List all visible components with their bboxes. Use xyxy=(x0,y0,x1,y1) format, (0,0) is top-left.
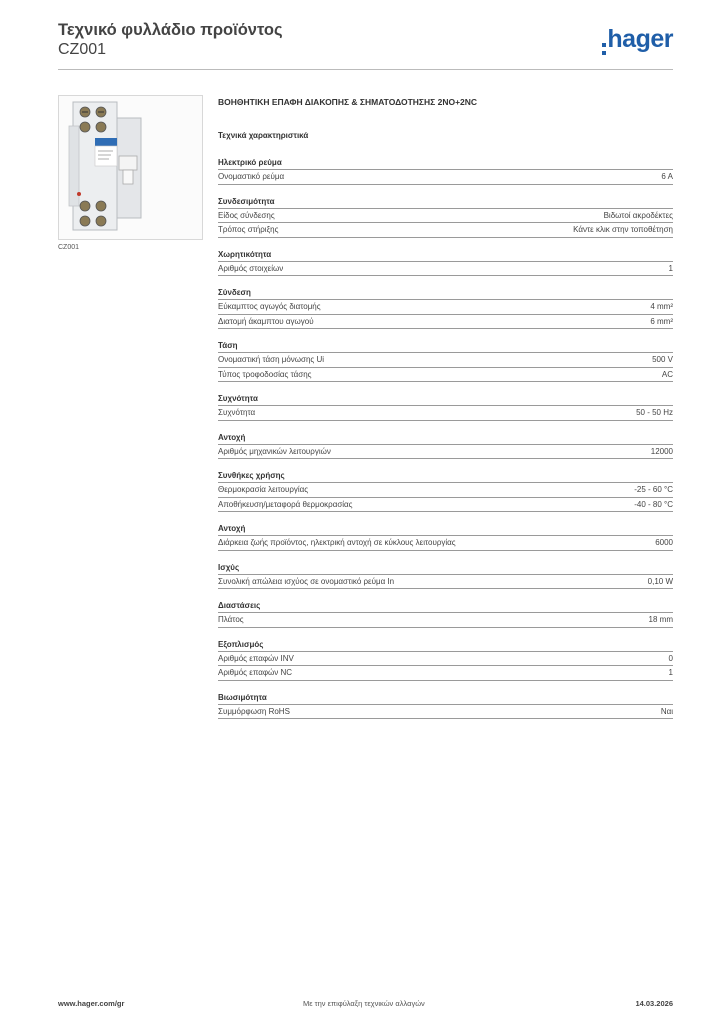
spec-label: Αριθμός μηχανικών λειτουργιών xyxy=(218,446,331,456)
spec-sections xyxy=(218,157,673,719)
section-heading: Αντοχή xyxy=(218,432,246,442)
footer-website: www.hager.com/gr xyxy=(58,999,125,1008)
product-image xyxy=(58,95,203,240)
spec-section xyxy=(218,196,673,238)
spec-label: Αριθμός επαφών INV xyxy=(218,653,294,663)
spec-row xyxy=(218,222,673,238)
page-header xyxy=(58,20,673,70)
spec-value: Κάντε κλικ στην τοποθέτηση xyxy=(573,225,673,234)
product-code: CZ001 xyxy=(58,41,107,58)
footer-notice: Με την επιφύλαξη τεχνικών αλλαγών xyxy=(303,999,425,1008)
spec-value: 1 xyxy=(668,668,673,677)
spec-value: -40 - 80 °C xyxy=(634,499,673,509)
spec-label: Τρόπος στήριξης xyxy=(218,225,279,234)
spec-label: Πλάτος xyxy=(218,615,244,624)
spec-section xyxy=(218,393,673,421)
section-heading: Ηλεκτρικό ρεύμα xyxy=(218,158,282,167)
spec-label: Ονομαστικό ρεύμα xyxy=(218,172,285,181)
spec-section xyxy=(218,287,673,329)
header-divider xyxy=(58,69,673,70)
spec-section xyxy=(218,157,673,185)
spec-row xyxy=(218,299,673,314)
section-heading: Συνδεσιμότητα xyxy=(218,196,275,206)
section-heading: Σύνδεση xyxy=(218,288,251,297)
spec-label: Αριθμός στοιχείων xyxy=(218,263,284,273)
spec-content xyxy=(218,96,673,730)
section-heading: Συνθήκες χρήσης xyxy=(218,471,285,480)
spec-label: Συχνότητα xyxy=(218,408,256,417)
spec-row xyxy=(218,574,673,590)
spec-row xyxy=(218,704,673,720)
spec-row xyxy=(218,535,673,551)
spec-label: Είδος σύνδεσης xyxy=(218,210,275,220)
section-heading: Συχνότητα xyxy=(218,394,258,403)
spec-value: 0,10 W xyxy=(647,576,673,586)
spec-section xyxy=(218,692,673,720)
spec-value: 12000 xyxy=(650,446,673,456)
product-photo-icon xyxy=(59,96,202,239)
spec-row xyxy=(218,352,673,367)
section-heading: Εξοπλισμός xyxy=(218,639,264,649)
spec-section xyxy=(218,432,673,460)
spec-section xyxy=(218,523,673,551)
spec-label: Διάρκεια ζωής προϊόντος, ηλεκτρική αντοχή σε κύκλους λειτουργίας xyxy=(218,538,456,547)
spec-label: Αριθμός επαφών NC xyxy=(218,668,293,677)
spec-label: Θερμοκρασία λειτουργίας xyxy=(218,485,309,494)
spec-row xyxy=(218,482,673,497)
spec-label: Διατομή άκαμπτου αγωγού xyxy=(218,316,314,326)
spec-section xyxy=(218,639,673,681)
spec-value: 18 mm xyxy=(648,615,673,624)
spec-value: 6 A xyxy=(661,172,673,181)
section-heading: Διαστάσεις xyxy=(218,601,261,610)
spec-value: 500 V xyxy=(652,355,673,364)
spec-section xyxy=(218,340,673,382)
spec-row xyxy=(218,367,673,383)
spec-section xyxy=(218,562,673,590)
document-title: Τεχνικό φυλλάδιο προϊόντος xyxy=(58,21,283,39)
spec-label: Συμμόρφωση RoHS xyxy=(218,706,290,716)
spec-row xyxy=(218,665,673,681)
spec-row xyxy=(218,169,673,185)
section-heading: Τάση xyxy=(218,341,238,350)
spec-value: AC xyxy=(661,369,673,379)
spec-value: 6 mm² xyxy=(650,316,673,326)
spec-value: 4 mm² xyxy=(650,302,673,311)
section-heading: Ισχύς xyxy=(218,562,240,572)
spec-row xyxy=(218,261,673,277)
spec-label: Τύπος τροφοδοσίας τάσης xyxy=(218,369,312,379)
logo-dots-icon xyxy=(602,40,606,58)
spec-section xyxy=(218,600,673,628)
spec-row xyxy=(218,405,673,421)
spec-label: Ονομαστική τάση μόνωσης Ui xyxy=(218,355,325,364)
spec-row xyxy=(218,444,673,460)
spec-value: 0 xyxy=(668,653,673,663)
spec-value: 1 xyxy=(668,263,673,273)
spec-section xyxy=(218,249,673,277)
spec-row xyxy=(218,208,673,223)
spec-value: Βιδωτοί ακροδέκτες xyxy=(603,210,673,220)
footer-date: 14.03.2026 xyxy=(635,999,673,1008)
section-heading: Χωρητικότητα xyxy=(218,249,272,259)
hager-logo xyxy=(602,25,673,58)
product-title: ΒΟΗΘΗΤΙΚΗ ΕΠΑΦΗ ΔΙΑΚΟΠΗΣ & ΣΗΜΑΤΟΔΟΤΗΣΗΣ 2NO+2NC xyxy=(218,97,478,107)
spec-row xyxy=(218,612,673,628)
section-heading: Βιωσιμότητα xyxy=(218,692,267,702)
spec-value: -25 - 60 °C xyxy=(634,485,673,494)
section-heading: Αντοχή xyxy=(218,524,246,533)
spec-label: Αποθήκευση/μεταφορά θερμοκρασίας xyxy=(218,499,353,509)
spec-row xyxy=(218,651,673,666)
spec-row xyxy=(218,497,673,513)
spec-value: Ναι xyxy=(660,706,673,716)
spec-section xyxy=(218,470,673,512)
spec-heading: Τεχνικά χαρακτηριστικά xyxy=(218,131,309,140)
spec-value: 6000 xyxy=(655,538,673,547)
image-caption: CZ001 xyxy=(58,244,80,251)
spec-row xyxy=(218,314,673,330)
spec-value: 50 - 50 Hz xyxy=(636,408,673,417)
spec-label: Εύκαμπτος αγωγός διατομής xyxy=(218,302,321,311)
spec-label: Συνολική απώλεια ισχύος σε ονομαστικό ρεύμα In xyxy=(218,576,395,586)
logo-wordmark: hager xyxy=(607,25,673,53)
